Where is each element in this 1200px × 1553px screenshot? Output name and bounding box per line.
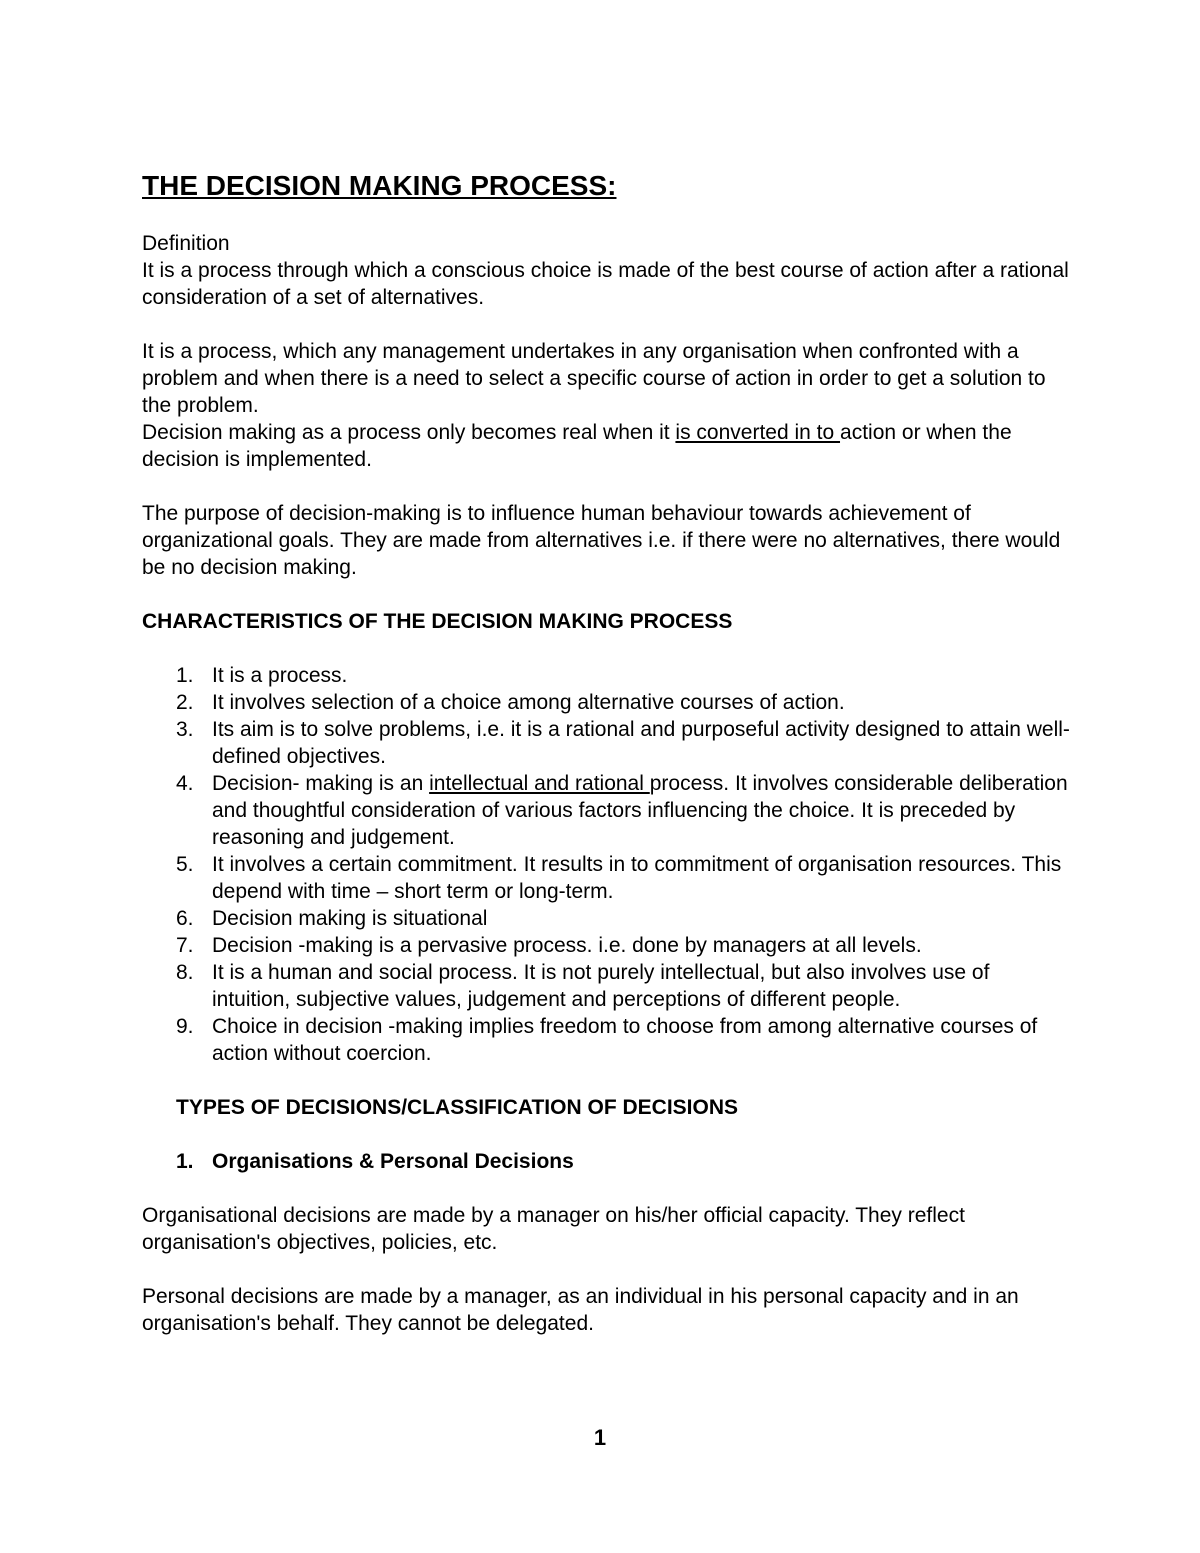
list-item-text: Its aim is to solve problems, i.e. it is a rational and purposeful activity designed to attain well-defined objectives. — [212, 718, 1070, 768]
definition-text: It is a process through which a conscious choice is made of the best course of action after a rational consideration of a set of alternatives. — [142, 259, 1069, 309]
spacer — [142, 311, 1072, 338]
list-item — [142, 662, 1072, 689]
list-item-text: It is a process. — [212, 664, 348, 687]
sub-heading-org-personal — [142, 1148, 1072, 1175]
document-content — [142, 168, 1072, 1337]
list-item-text-end: process. It involves considerable deliberation and thoughtful consideration of various factors influencing the choice. It is preceded by reasoning and judgement. — [212, 772, 1068, 849]
list-item-text: Decision -making is a pervasive process. i.e. done by managers at all levels. — [212, 934, 922, 957]
list-item-number: 8. — [176, 961, 194, 984]
list-item-text: It involves selection of a choice among alternative courses of action. — [212, 691, 845, 714]
list-item — [142, 770, 1072, 851]
list-item-number: 7. — [176, 934, 194, 957]
spacer — [142, 1256, 1072, 1283]
underlined-phrase: is converted in to — [675, 421, 841, 444]
list-item-text: Choice in decision -making implies freedom to choose from among alternative courses of action without coercion. — [212, 1015, 1038, 1065]
list-item-number: 9. — [176, 1015, 194, 1038]
list-item-number: 1. — [176, 664, 194, 687]
spacer — [142, 1121, 1072, 1148]
list-item — [142, 689, 1072, 716]
spacer — [142, 1175, 1072, 1202]
page-number: 1 — [593, 1425, 607, 1450]
list-item — [142, 905, 1072, 932]
list-item-number: 3. — [176, 718, 194, 741]
spacer — [142, 473, 1072, 500]
paragraph-decision-real-end: action or when the decision is implemented. — [142, 421, 1012, 471]
underlined-phrase: intellectual and rational — [429, 772, 650, 795]
sub-heading-title: Organisations & Personal Decisions — [212, 1150, 574, 1173]
list-item-number: 6. — [176, 907, 194, 930]
list-item — [142, 716, 1072, 770]
types-heading: TYPES OF DECISIONS/CLASSIFICATION OF DECISIONS — [176, 1096, 738, 1119]
characteristics-list — [142, 662, 1072, 1067]
list-item-number: 5. — [176, 853, 194, 876]
paragraph-decision-real-start: Decision making as a process only becomes real when it — [142, 421, 676, 444]
list-item — [142, 1013, 1072, 1067]
list-item — [142, 959, 1072, 1013]
paragraph-organisational-decisions: Organisational decisions are made by a manager on his/her official capacity. They reflect organisation's objectives, policies, etc. — [142, 1204, 965, 1254]
spacer — [142, 635, 1072, 662]
sub-heading-number: 1. — [176, 1150, 194, 1173]
spacer — [142, 581, 1072, 608]
paragraph-purpose: The purpose of decision-making is to influence human behaviour towards achievement of organizational goals. They are made from alternatives i.e. if there were no alternatives, there would be no decision making. — [142, 502, 1061, 579]
list-item — [142, 932, 1072, 959]
list-item-text-start: Decision- making is an — [212, 772, 430, 795]
document-title: THE DECISION MAKING PROCESS: — [142, 170, 617, 201]
paragraph-decision-real — [142, 419, 1072, 473]
characteristics-heading: CHARACTERISTICS OF THE DECISION MAKING PROCESS — [142, 610, 733, 633]
list-item-number: 4. — [176, 772, 194, 795]
spacer — [142, 1067, 1072, 1094]
list-item-text: Decision making is situational — [212, 907, 488, 930]
list-item-text: It involves a certain commitment. It results in to commitment of organisation resources. This depend with time – short term or long-term. — [212, 853, 1062, 903]
list-item-text: It is a human and social process. It is not purely intellectual, but also involves use of intuition, subjective values, judgement and perceptions of different people. — [212, 961, 990, 1011]
definition-label: Definition — [142, 232, 230, 255]
list-item-number: 2. — [176, 691, 194, 714]
list-item — [142, 851, 1072, 905]
paragraph-management-process: It is a process, which any management undertakes in any organisation when confronted with a problem and when there is a need to select a specific course of action in order to get a solution to the problem. — [142, 340, 1046, 417]
paragraph-personal-decisions: Personal decisions are made by a manager, as an individual in his personal capacity and in an organisation's behalf. They cannot be delegated. — [142, 1285, 1019, 1335]
